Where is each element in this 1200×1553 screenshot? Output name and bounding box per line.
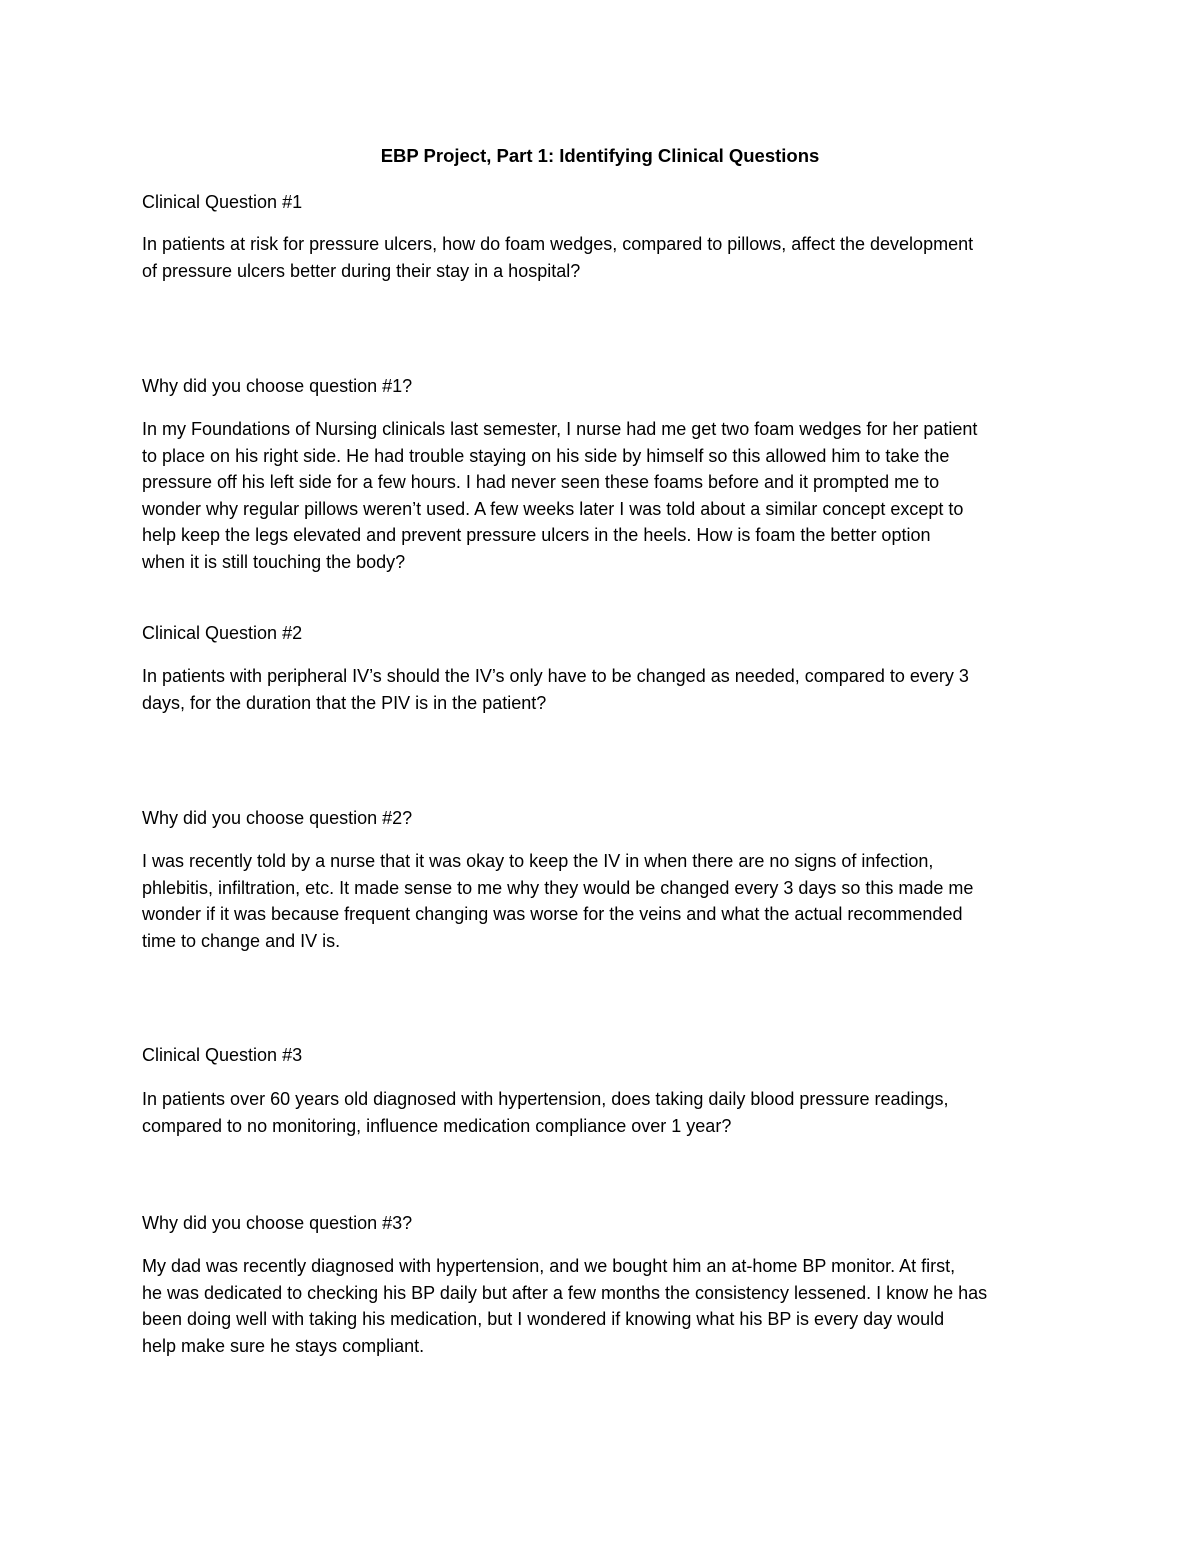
clinical-question-2-heading: Clinical Question #2 [142,623,303,643]
clinical-question-1-text: In patients at risk for pressure ulcers, how do foam wedges, compared to pillows, affect the development of pressure ulcers better during their stay in a hospital? [142,234,974,281]
why-question-3-heading: Why did you choose question #3? [142,1213,413,1233]
clinical-question-2-text: In patients with peripheral IV’s should the IV’s only have to be changed as needed, compared to every 3 days, for the duration that the PIV is in the patient? [142,666,969,713]
document-title: EBP Project, Part 1: Identifying Clinical Questions [380,145,820,166]
why-question-2-text: I was recently told by a nurse that it was okay to keep the IV in when there are no signs of infection, phlebitis, infiltration, etc. It made sense to me why they would be changed every 3 days so this made me wonder if it was because frequent changing was worse for the veins and what the actual recommended time to change and IV is. [142,851,974,951]
clinical-question-3-heading: Clinical Question #3 [142,1045,303,1065]
why-question-1-text: In my Foundations of Nursing clinicals last semester, I nurse had me get two foam wedges for her patient to place on his right side. He had trouble staying on his side by himself so this allowed him to take the pressure off his left side for a few hours. I had never seen these foams before and it prompted me to wonder why regular pillows weren’t used. A few weeks later I was told about a similar concept except to help keep the legs elevated and prevent pressure ulcers in the heels. How is foam the better option when it is still touching the body? [142,419,978,572]
clinical-question-3-text: In patients over 60 years old diagnosed with hypertension, does taking daily blood pressure readings, compared to no monitoring, influence medication compliance over 1 year? [142,1089,949,1136]
why-question-1-heading: Why did you choose question #1? [142,376,413,396]
why-question-3-text: My dad was recently diagnosed with hypertension, and we bought him an at-home BP monitor. At first, he was dedicated to checking his BP daily but after a few months the consistency lessened. I know he has been doing well with taking his medication, but I wondered if knowing what his BP is every day would help make sure he stays compliant. [142,1256,988,1356]
why-question-2-heading: Why did you choose question #2? [142,808,413,828]
clinical-question-1-heading: Clinical Question #1 [142,192,303,212]
